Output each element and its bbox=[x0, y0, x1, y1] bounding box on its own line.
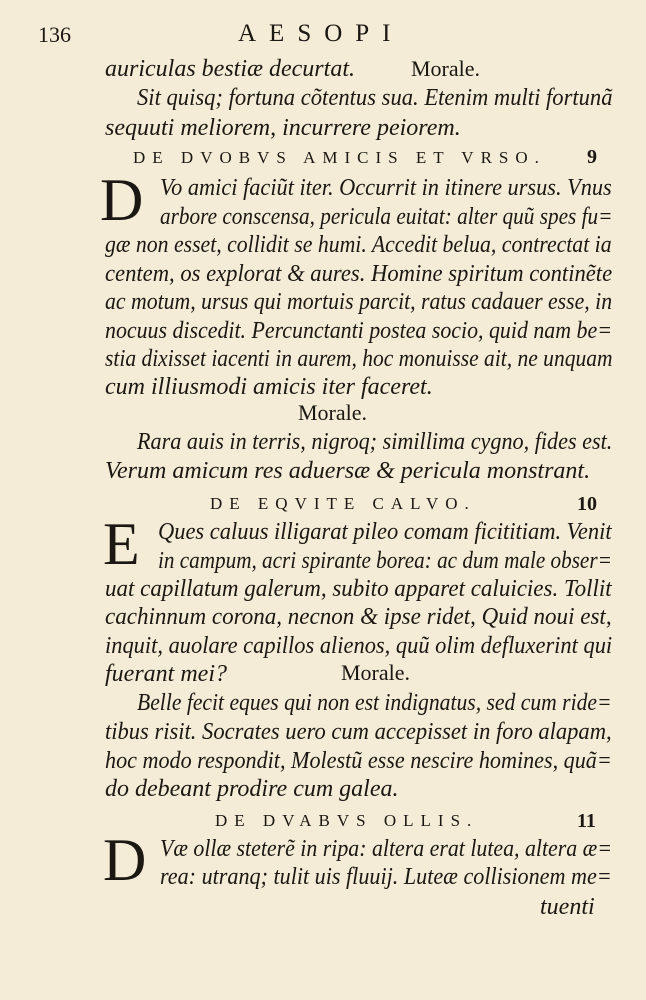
text-line: Belle fecit eques qui non est indignatus, sed cum ride= bbox=[137, 690, 612, 716]
fable-number: 11 bbox=[577, 810, 596, 832]
morale-heading: Morale. bbox=[298, 400, 368, 425]
text-line: auriculas bestiæ decurtat. bbox=[105, 56, 355, 82]
morale-heading: Morale. bbox=[411, 56, 481, 81]
text-line: Verum amicum res aduersæ & pericula monstrant. bbox=[105, 458, 591, 484]
text-line: ac motum, ursus qui mortuis parcit, ratus cadauer esse, in bbox=[105, 289, 613, 315]
text-line: Rara auis in terris, nigroq; simillima cygno, fides est. bbox=[137, 429, 613, 455]
running-title: AESOPI bbox=[238, 20, 404, 47]
fable-title: DE DVABVS OLLIS. bbox=[215, 811, 479, 830]
text-line: tibus risit. Socrates uero cum accepisset in foro alapam, bbox=[105, 719, 612, 745]
drop-cap: D bbox=[103, 827, 147, 893]
fable-number: 9 bbox=[587, 146, 597, 168]
drop-cap: E bbox=[103, 511, 140, 577]
text-line: uat capillatum galerum, subito apparet caluicies. Tollit bbox=[105, 576, 612, 602]
text-line: do debeant prodire cum galea. bbox=[105, 776, 399, 802]
fable-number: 10 bbox=[577, 493, 597, 515]
text-line: inquit, auolare capillos alienos, quũ olim defluxerint qui bbox=[105, 633, 613, 659]
fable-title: DE DVOBVS AMICIS ET VRSO. bbox=[133, 148, 546, 167]
text-line: gæ non esset, collidit se humi. Accedit belua, contrectat ia bbox=[105, 232, 612, 258]
text-line: in campum, acri spirante borea: ac dum male obser= bbox=[158, 548, 612, 574]
text-line: Sit quisq; fortuna cõtentus sua. Etenim multi fortunã bbox=[137, 85, 613, 111]
text-line: arbore conscensa, pericula euitat: alter quũ spes fu= bbox=[160, 204, 613, 230]
fable-title: DE EQVITE CALVO. bbox=[210, 494, 476, 513]
morale-heading: Morale. bbox=[341, 660, 411, 685]
text-line: hoc modo respondit, Molestũ esse nescire homines, quã= bbox=[105, 748, 612, 774]
page-number: 136 bbox=[38, 22, 71, 47]
text-line: rea: utranq; tulit uis fluuij. Luteæ collisionem me= bbox=[160, 864, 612, 890]
text-line: stia dixisset iacenti in aurem, hoc monuisse ait, ne unquam bbox=[105, 346, 613, 372]
text-line: fuerant mei? bbox=[105, 661, 227, 687]
text-line: cachinnum corona, necnon & ipse ridet, Quid noui est, bbox=[105, 604, 612, 630]
text-line: centem, os explorat & aures. Homine spiritum continẽte bbox=[105, 261, 613, 287]
text-line: Væ ollæ steterẽ in ripa: altera erat lutea, altera æ= bbox=[160, 836, 613, 862]
text-line: sequuti meliorem, incurrere peiorem. bbox=[105, 115, 461, 141]
catchword: tuenti bbox=[540, 894, 595, 920]
drop-cap: D bbox=[100, 167, 144, 233]
text-line: Ques caluus illigarat pileo comam ficititiam. Venit bbox=[158, 519, 612, 545]
text-line: cum illiusmodi amicis iter faceret. bbox=[105, 374, 433, 400]
text-line: Vo amici faciũt iter. Occurrit in itinere ursus. Vnus bbox=[160, 175, 612, 201]
text-line: nocuus discedit. Percunctanti postea socio, quid nam be= bbox=[105, 318, 612, 344]
